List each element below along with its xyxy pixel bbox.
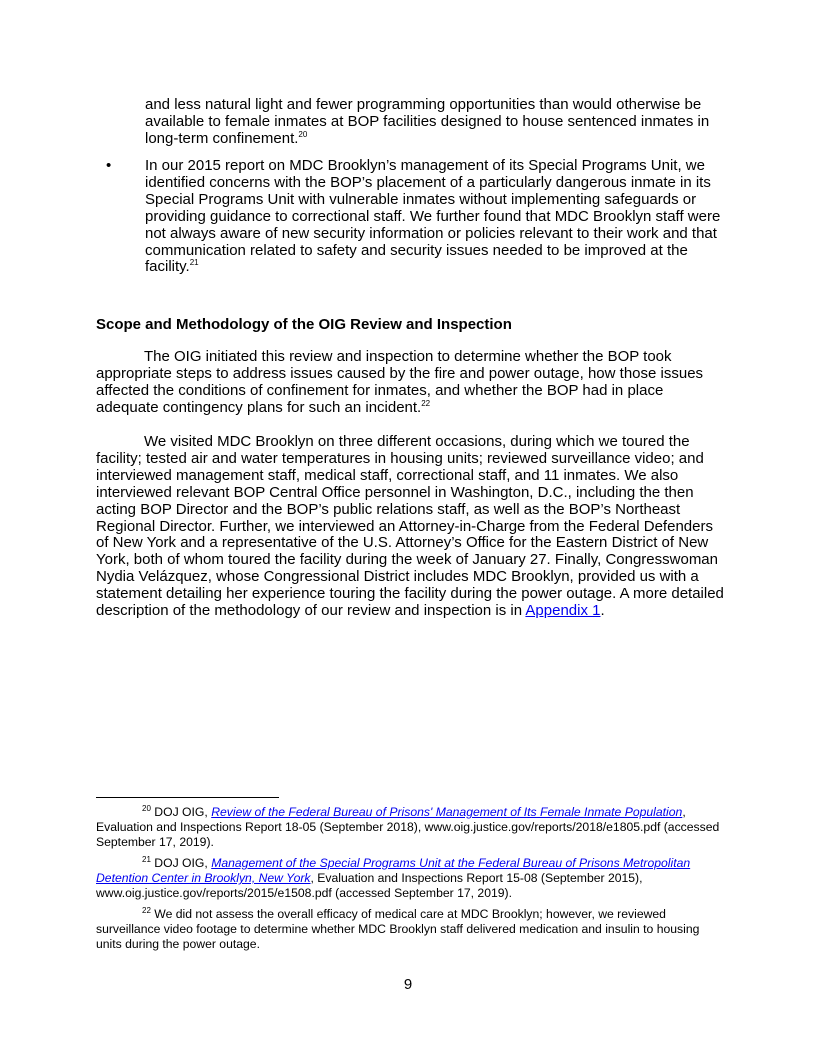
footnote-ref-22[interactable]: 22	[421, 398, 431, 408]
footnote-ref-20[interactable]: 20	[298, 129, 308, 139]
page-number: 9	[403, 976, 413, 993]
footnote-number: 20	[142, 804, 151, 813]
appendix-1-link[interactable]: Appendix 1	[525, 602, 601, 620]
bullet-item-text: In our 2015 report on MDC Brooklyn’s management of its Special Programs Unit, we identified concerns with the BOP’s placement of a particularly dangerous inmate in its Special Programs Unit with vulnerable inmates without implementing safeguards or providing guidance to correctional staff. We further found that MDC Brooklyn staff were not always aware of new security information or policies relevant to their work and that communication related to safety and security issues needed to be improved at the facility.$^{21}$	[145, 157, 721, 276]
footnote-21: $^{21}$ DOJ OIG, Management of the Special Programs Unit at the Federal Bureau of Prisons Metropolitan Detention Center in Brooklyn, New York, Evaluation and Inspections Report 15-08 (September 2015), www.oig.justice.gov/reports/2015/e1508.pdf (accessed September 17, 2019).	[96, 855, 691, 900]
paragraph-scope: The OIG initiated this review and inspection to determine whether the BOP took appropriate steps to address issues caused by the fire and power outage, how those issues affected the conditions of confinement for inmates, and whether the BOP had in place adequate contingency plans for such an incident.$^{22}$	[96, 348, 704, 416]
footnote-ref-21[interactable]: 21	[189, 258, 199, 268]
bullet-continuation-text: and less natural light and fewer programming opportunities than would otherwise be available to female inmates at BOP facilities designed to house sentenced inmates in long-term confinement.$^{20}$	[145, 96, 710, 147]
footnote-number: 22	[142, 906, 151, 915]
footnote-20-report-link[interactable]: Review of the Federal Bureau of Prisons' Management of Its Female Inmate Population	[211, 805, 683, 819]
footnote-number: 21	[142, 855, 151, 864]
footnote-divider	[96, 797, 279, 798]
footnote-21-report-link[interactable]: Management of the Special Programs Unit at the Federal Bureau of Prisons Metropolitan Detention Center in Brooklyn, New York	[96, 856, 691, 885]
footnote-20: $^{20}$ DOJ OIG, Review of the Federal Bureau of Prisons' Management of Its Female Inmate Population, Evaluation and Inspections Report 18-05 (September 2018), www.oig.justice.gov/reports/2018/e1805.pdf (accessed September 17, 2019).	[96, 804, 720, 849]
section-heading: Scope and Methodology of the OIG Review and Inspection	[96, 316, 512, 333]
bullet-marker: •	[106, 157, 112, 174]
paragraph-methodology: We visited MDC Brooklyn on three different occasions, during which we toured the facility; tested air and water temperatures in housing units; reviewed surveillance video; and interviewed management staff, medical staff, correctional staff, and 11 inmates. We also interviewed relevant BOP Central Office personnel in Washington, D.C., including the then acting BOP Director and the BOP’s public relations staff, as well as the BOP’s Northeast Regional Director. Further, we interviewed an Attorney-in-Charge from the Federal Defenders of New York and a representative of the U.S. Attorney’s Office for the Eastern District of New York, both of whom toured the facility during the week of January 27. Finally, Congresswoman Nydia Velázquez, whose Congressional District includes MDC Brooklyn, provided us with a statement detailing her experience touring the facility during the power outage. A more detailed description of the methodology of our review and inspection is in Appendix 1.	[96, 433, 724, 620]
footnote-22: $^{22}$ We did not assess the overall efficacy of medical care at MDC Brooklyn; however, we reviewed surveillance video footage to determine whether MDC Brooklyn staff delivered medication and insulin to housing units during the power outage.	[96, 906, 700, 951]
